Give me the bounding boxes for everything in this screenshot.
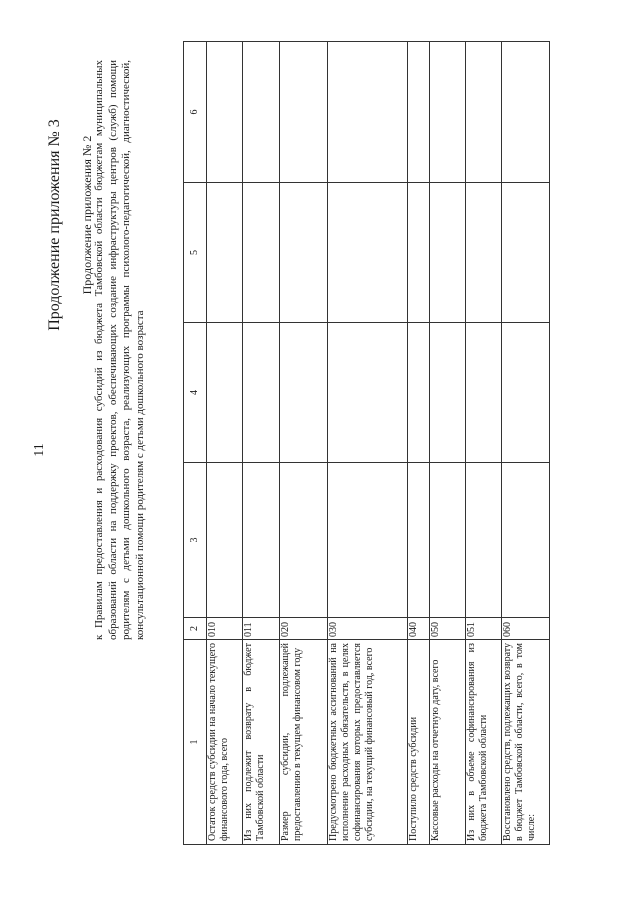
row-name: Предусмотрено бюджетных ассигнований на исполнение расходных обязательств, в целях софинансирования которых предоставляется субсидии, на текущий финансовый год, всего [328,640,408,845]
table-cell [243,42,280,183]
table-header-row [184,42,207,845]
table-cell [408,183,430,323]
table-cell [502,463,550,618]
table-cell [466,183,502,323]
table-row [280,42,328,845]
table-row [502,42,550,845]
table-cell [408,42,430,183]
table-cell [243,463,280,618]
table-cell [502,42,550,183]
table-cell [280,323,328,463]
table-cell [207,323,243,463]
table-cell [430,323,466,463]
row-code: 060 [502,618,550,640]
row-code: 011 [243,618,280,640]
table-row [243,42,280,845]
table-cell [466,463,502,618]
table-cell [328,323,408,463]
row-code: 010 [207,618,243,640]
table-cell [430,463,466,618]
table-row [430,42,466,845]
table-cell [243,323,280,463]
row-code: 020 [280,618,328,640]
header-cell: 1 [184,640,207,845]
table-cell [466,42,502,183]
table-cell [280,463,328,618]
rules-description: к Правилам предоставления и расходования субсидий из бюджета Тамбовской области бюджетам муниципальных образований области на поддержку проектов, обеспечивающих создание инфраструктуры центров (служб) помощи родителям с детьми дошкольного возраста, реализующих программы психолого-педагогической, диагностической, консультационной помощи родителям с детьми дошкольного возраста [93,60,146,640]
continuation-title: Продолжение приложения № 3 [46,119,63,331]
table-cell [502,323,550,463]
table-cell [243,183,280,323]
table-cell [207,183,243,323]
table-cell [328,463,408,618]
row-name: Кассовые расходы на отчетную дату, всего [430,640,466,845]
row-code: 040 [408,618,430,640]
row-code: 030 [328,618,408,640]
table-row [408,42,430,845]
page-number: 11 [32,443,47,457]
table-row [466,42,502,845]
row-name: Из них в объеме софинансирования из бюджета Тамбовской области [466,640,502,845]
row-name: Восстановлено средств, подлежащих возврату в бюджет Тамбовской области, всего, в том числе: [502,640,550,845]
header-cell: 4 [184,323,207,463]
row-name: Остаток средств субсидии на начало текущего финансового года, всего [207,640,243,845]
row-code: 051 [466,618,502,640]
row-code: 050 [430,618,466,640]
row-name: Поступило средств субсидии [408,640,430,845]
table-cell [430,42,466,183]
table-cell [328,183,408,323]
table-cell [280,42,328,183]
row-name: Размер субсидии, подлежащей предоставлению в текущем финансовом году [280,640,328,845]
table-cell [280,183,328,323]
appendix-reference: Продолжение приложения № 2 [80,135,94,295]
table-cell [207,42,243,183]
table-cell [207,463,243,618]
table-row [207,42,243,845]
row-name: Из них подлежит возврату в бюджет Тамбовской области [243,640,280,845]
header-cell: 6 [184,42,207,183]
table-cell [408,323,430,463]
table-cell [430,183,466,323]
header-cell: 5 [184,183,207,323]
report-table [183,41,550,845]
table-row [328,42,408,845]
table-cell [408,463,430,618]
table-cell [328,42,408,183]
header-cell: 2 [184,618,207,640]
table-cell [502,183,550,323]
header-cell: 3 [184,463,207,618]
table-cell [466,323,502,463]
